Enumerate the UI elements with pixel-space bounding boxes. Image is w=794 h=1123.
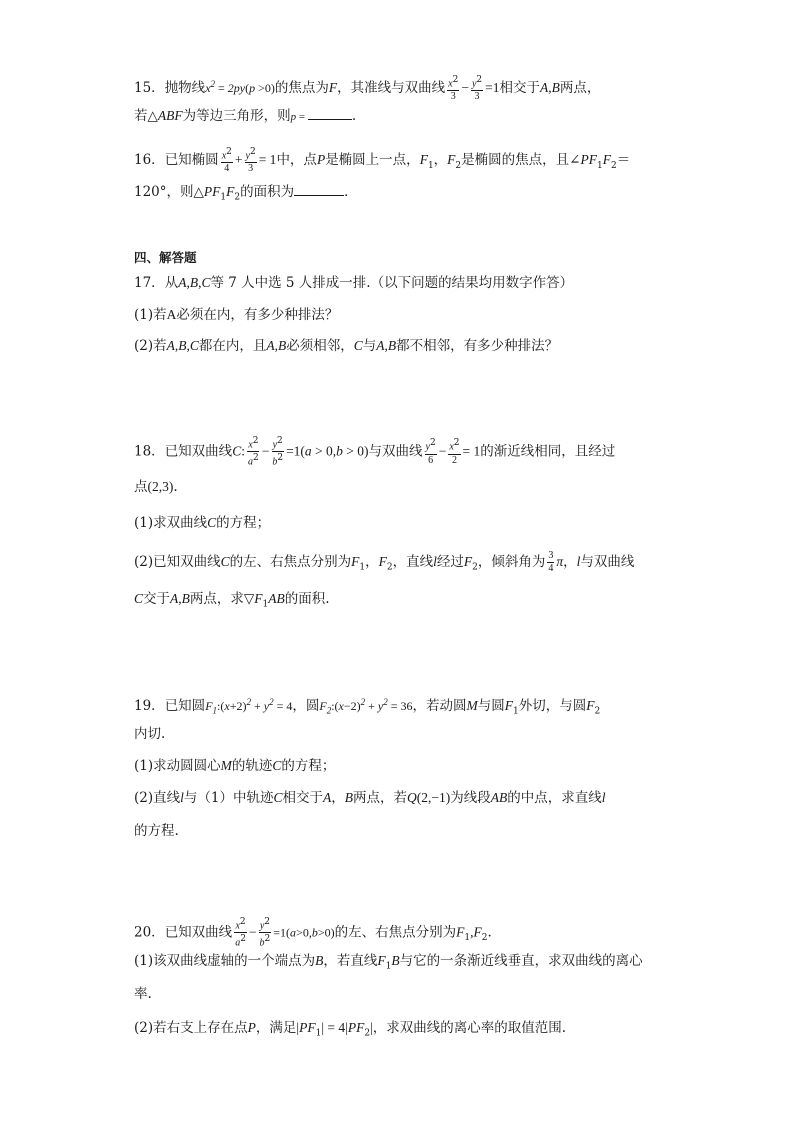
section-heading: 四、解答题 <box>134 250 197 265</box>
q18-part2-line2: C交于A,B两点，求$▽F_1AB$的面积. <box>134 591 330 610</box>
q18-frac-3-4: $\frac{3}{4}$ <box>548 550 554 574</box>
q15-parabola-formula: $x^2 = 2py(p >0)$ <box>205 79 275 96</box>
q16-line1: 16．已知椭圆 $\frac{x^2}{4}$ + $\frac{y^2}{3}$ = 1中，点P是椭圆上一点，$F_1$，$F_2$是椭圆的焦点，且$\angle PF_1F_2=$ <box>134 147 631 175</box>
q18-line2: 点(2,3). <box>134 479 178 495</box>
q15-answer-blank[interactable] <box>308 107 352 120</box>
q19-part1: (1)求动圆圆心M的轨迹C的方程； <box>134 758 336 774</box>
q18-frac-y-6: $\frac{y^2}{6}$ <box>425 438 436 466</box>
q16-frac-y: $\frac{y^2}{3}$ <box>245 147 256 175</box>
q19-line2: 内切. <box>134 726 166 742</box>
q16-number: 16． <box>134 152 165 169</box>
q17-number: 17． <box>134 275 165 291</box>
q18-line1: 18．已知双曲线C: $\frac{x^2}{a^2}$ − $\frac{y^2}{b^2}$ =1(a > 0,b > 0)与双曲线 $\frac{y^2}{6}$ − $\frac{x^2}{2}$ = 1的渐近线相同，且经过 <box>134 436 616 468</box>
q19-number: 19． <box>134 698 165 714</box>
q18-frac-x-a: $\frac{x^2}{a^2}$ <box>247 436 259 468</box>
q19-part2-line1: (2)直线l与（1）中轨迹C相交于A，B两点，若Q(2,−1)为线段AB的中点，求直线l <box>134 790 606 806</box>
q16-line2: 120°，则$\triangle PF_1F_2$的面积为 ． <box>134 184 358 203</box>
q20-frac-x: $\frac{x^2}{a^2}$ <box>235 917 246 949</box>
q16-answer-blank[interactable] <box>294 183 344 196</box>
q20-frac-y: $\frac{y^2}{b^2}$ <box>259 917 271 949</box>
q20-line1: 20．已知双曲线 $\frac{x^2}{a^2}$ − $\frac{y^2}{b^2}$ =1(a>0,b>0)的左、右焦点分别为$F_1,F_2$. <box>134 917 492 949</box>
q19-circle-f1: $F_1:(x+2)^2 + y^2 = 4$ <box>205 697 293 716</box>
q19-part2-line2: 的方程. <box>134 823 179 839</box>
q16-frac-x: $\frac{x^2}{4}$ <box>221 147 232 175</box>
q18-frac-x-2: $\frac{x^2}{2}$ <box>449 438 460 466</box>
q20-number: 20． <box>134 924 165 941</box>
q17-part2: (2)若A,B,C都在内，且A,B必须相邻，C与A,B都不相邻，有多少种排法？ <box>134 338 559 354</box>
q15-line2: 若△ABF为等边三角形，则p = . <box>134 108 357 124</box>
q15-frac-x: $\frac{x^2}{3}$ <box>448 75 459 103</box>
q20-part2: (2)若右支上存在点P，满足$|PF_1| = 4|PF_2|$，求双曲线的离心率的取值范围. <box>134 1020 567 1039</box>
q18-number: 18． <box>134 443 165 460</box>
q15-frac-y: $\frac{y^2}{3}$ <box>471 75 483 103</box>
q20-part1-line2: 率. <box>134 986 152 1002</box>
q19-line1: 19．已知圆$F_1:(x+2)^2 + y^2 = 4$，圆$F_2:(x-2)^2 + y^2 = 36$，若动圆M与圆$F_1$外切，与圆$F_2$ <box>134 697 601 717</box>
q17-part1: (1)若A必须在内，有多少种排法？ <box>134 307 339 323</box>
q15-line1: 15．抛物线$x^2 = 2py(p >0)$的焦点为F，其准线与双曲线 $\frac{x^2}{3}$ − $\frac{y^2}{3}$ =1相交于A,B两点， <box>134 75 601 103</box>
q18-frac-y-b: $\frac{y^2}{b^2}$ <box>272 436 284 468</box>
q15-number: 15． <box>134 80 165 97</box>
q20-part1-line1: (1)该双曲线虚轴的一个端点为B，若直线$F_1B$与它的一条渐近线垂直，求双曲线的离心 <box>134 953 643 972</box>
q18-part1: (1)求双曲线C的方程； <box>134 515 271 531</box>
q18-part2-line1: (2)已知双曲线C的左、右焦点分别为$F_1$，$F_2$，直线l经过$F_2$，倾斜角为 $\frac{3}{4}$ π，l与双曲线 <box>134 550 635 574</box>
q19-circle-f2: $F_2:(x-2)^2 + y^2 = 36$ <box>319 697 413 716</box>
q17-line1: 17．从A,B,C等 7 人中选 5 人排成一排.（以下问题的结果均用数字作答） <box>134 275 574 291</box>
